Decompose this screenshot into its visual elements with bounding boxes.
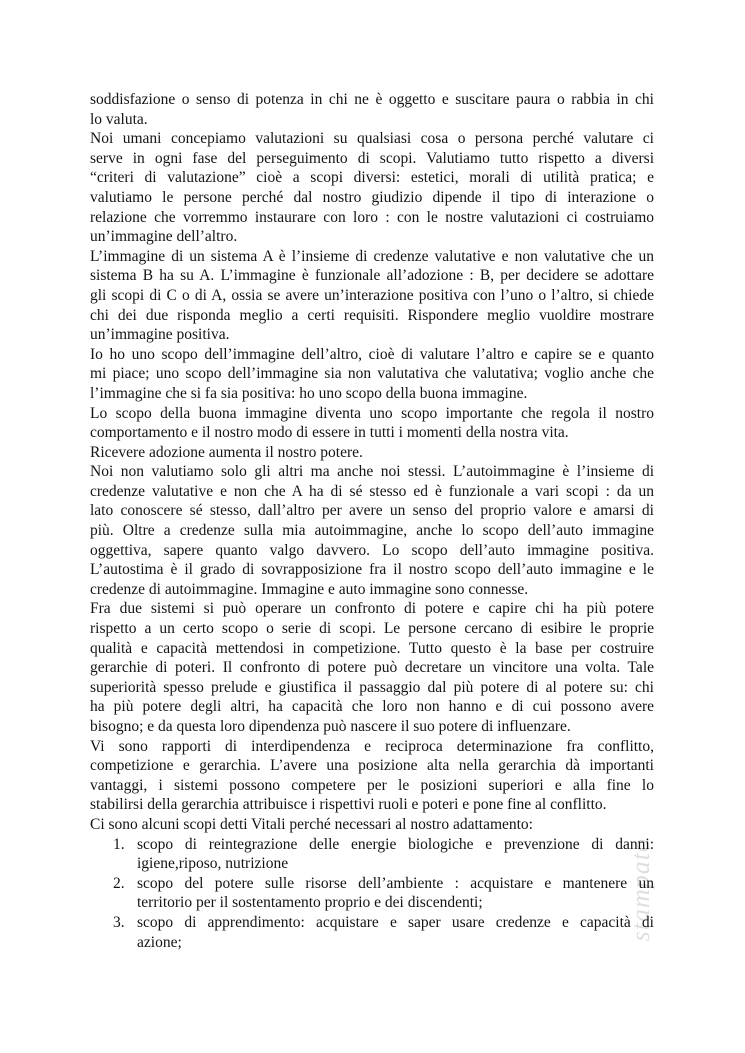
text-line: credenze di autoimmagine. Immagine e auto immagine sono connesse. <box>90 580 529 598</box>
list-item <box>113 913 654 952</box>
text-line: chi dei due risponda meglio a certi requisiti. Rispondere meglio vuoldire mostrare <box>90 306 654 324</box>
text-line: soddisfazione o senso di potenza in chi ne è oggetto e suscitare paura o rabbia in chi <box>90 91 654 108</box>
text-line: qualità e capacità mettendosi in competizione. Tutto questo è la base per costruire <box>90 639 654 657</box>
list-number: 2. <box>113 874 125 892</box>
list-item <box>113 874 654 913</box>
text-line: L’immagine di un sistema A è l’insieme di credenze valutative e non valutative che un <box>90 247 654 265</box>
paragraph <box>90 345 654 404</box>
text-line: lo valuta. <box>90 110 148 128</box>
paragraph <box>90 462 654 599</box>
text-line: l’immagine che si fa sia positiva: ho uno scopo della buona immagine. <box>90 384 528 402</box>
paragraph <box>90 443 654 463</box>
text-line: scopo di apprendimento: acquistare e saper usare credenze e capacità di <box>137 913 654 931</box>
text-line: bisogno; e da questa loro dipendenza può nascere il suo potere di influenzare. <box>90 718 571 735</box>
text-line: scopo del potere sulle risorse dell’ambiente : acquistare e mantenere un <box>137 874 654 892</box>
paragraph <box>90 404 654 443</box>
text-line: azione; <box>137 933 182 951</box>
text-line: sistema B ha su A. L’immagine è funzionale all’adozione : B, per decidere se adottare <box>90 267 654 285</box>
text-line: Noi umani concepiamo valutazioni su qualsiasi cosa o persona perché valutare ci <box>90 130 654 148</box>
text-line: “criteri di valutazione” cioè a scopi diversi: estetici, morali di utilità pratica; e <box>90 169 654 187</box>
text-line: competizione e gerarchia. L’avere una posizione alta nella gerarchia dà importanti <box>90 757 654 775</box>
text-line: igiene,riposo, nutrizione <box>137 855 289 873</box>
text-line: stabilirsi della gerarchia attribuisce i rispettivi ruoli e poteri e pone fine al conflitto. <box>90 796 607 814</box>
text-line: un’immagine dell’altro. <box>90 228 238 246</box>
text-line: relazione che vorremmo instaurare con loro : con le nostre valutazioni ci costruiamo <box>90 208 654 226</box>
text-line: serve in ogni fase del perseguimento di scopi. Valutiamo tutto rispetto a diversi <box>90 149 654 167</box>
vital-goals-list <box>90 835 654 953</box>
text-line: Ci sono alcuni scopi detti Vitali perché necessari al nostro adattamento: <box>90 815 533 833</box>
text-line: ha più potere degli altri, ha capacità che loro non hanno e di cui possono avere <box>90 698 654 716</box>
text-line: scopo di reintegrazione delle energie biologiche e prevenzione di danni: <box>137 835 654 853</box>
text-line: gli scopi di C o di A, ossia se avere un’interazione positiva con l’uno o l’altro, si chiede <box>90 286 654 304</box>
list-number: 1. <box>113 835 125 853</box>
text-line: gerarchie di poteri. Il confronto di potere può decretare un vincitore una volta. Tale <box>90 659 654 677</box>
text-line: valutiamo le persone perché dal nostro giudizio dipende il tipo di interazione o <box>90 188 654 206</box>
text-line: più. Oltre a credenze sulla mia autoimmagine, anche lo scopo dell’auto immagine <box>90 522 654 540</box>
text-line: Io ho uno scopo dell’immagine dell’altro, cioè di valutare l’altro e capire se e quanto <box>90 345 654 363</box>
text-line: Lo scopo della buona immagine diventa uno scopo importante che regola il nostro <box>90 404 654 422</box>
text-line: vantaggi, i sistemi possono competere per le posizioni superiori e alla fine lo <box>90 776 654 794</box>
paragraph <box>90 247 654 345</box>
text-line: Fra due sistemi si può operare un confronto di potere e capire chi ha più potere <box>90 600 654 618</box>
text-line: rispetto a un certo scopo o serie di scopi. Le persone cercano di esibire le proprie <box>90 620 654 638</box>
paragraph <box>90 599 654 736</box>
paragraph <box>90 90 654 129</box>
text-line: L’autostima è il grado di sovrapposizione fra il nostro scopo dell’auto immagine e le <box>90 561 654 579</box>
text-line: territorio per il sostentamento proprio e dei discendenti; <box>137 894 483 912</box>
text-line: credenze valutative e non che A ha di sé stesso ed è funzionale a vari scopi : da un <box>90 482 654 500</box>
text-line: superiorità spesso prelude e giustifica il passaggio dal più potere di al potere su: chi <box>90 678 654 696</box>
paragraph <box>90 737 654 815</box>
watermark: stampato <box>626 838 655 942</box>
paragraph <box>90 815 654 835</box>
text-line: Ricevere adozione aumenta il nostro potere. <box>90 443 363 461</box>
text-line: lato conoscere sé stesso, dall’altro per avere un senso del proprio valore e amarsi di <box>90 502 654 520</box>
list-number: 3. <box>113 913 125 931</box>
paragraph <box>90 129 654 247</box>
text-line: Noi non valutiamo solo gli altri ma anche noi stessi. L’autoimmagine è l’insieme di <box>90 463 654 481</box>
text-line: oggettiva, sapere quanto valgo davvero. Lo scopo dell’auto immagine positiva. <box>90 541 654 559</box>
text-line: un’immagine positiva. <box>90 326 230 344</box>
text-line: Vi sono rapporti di interdipendenza e reciproca determinazione fra conflitto, <box>90 737 654 755</box>
list-item <box>113 835 654 874</box>
text-line: comportamento e il nostro modo di essere in tutti i momenti della nostra vita. <box>90 424 569 442</box>
text-line: mi piace; uno scopo dell’immagine sia non valutativa che valutativa; voglio anche che <box>90 365 654 383</box>
document-body <box>90 90 654 952</box>
